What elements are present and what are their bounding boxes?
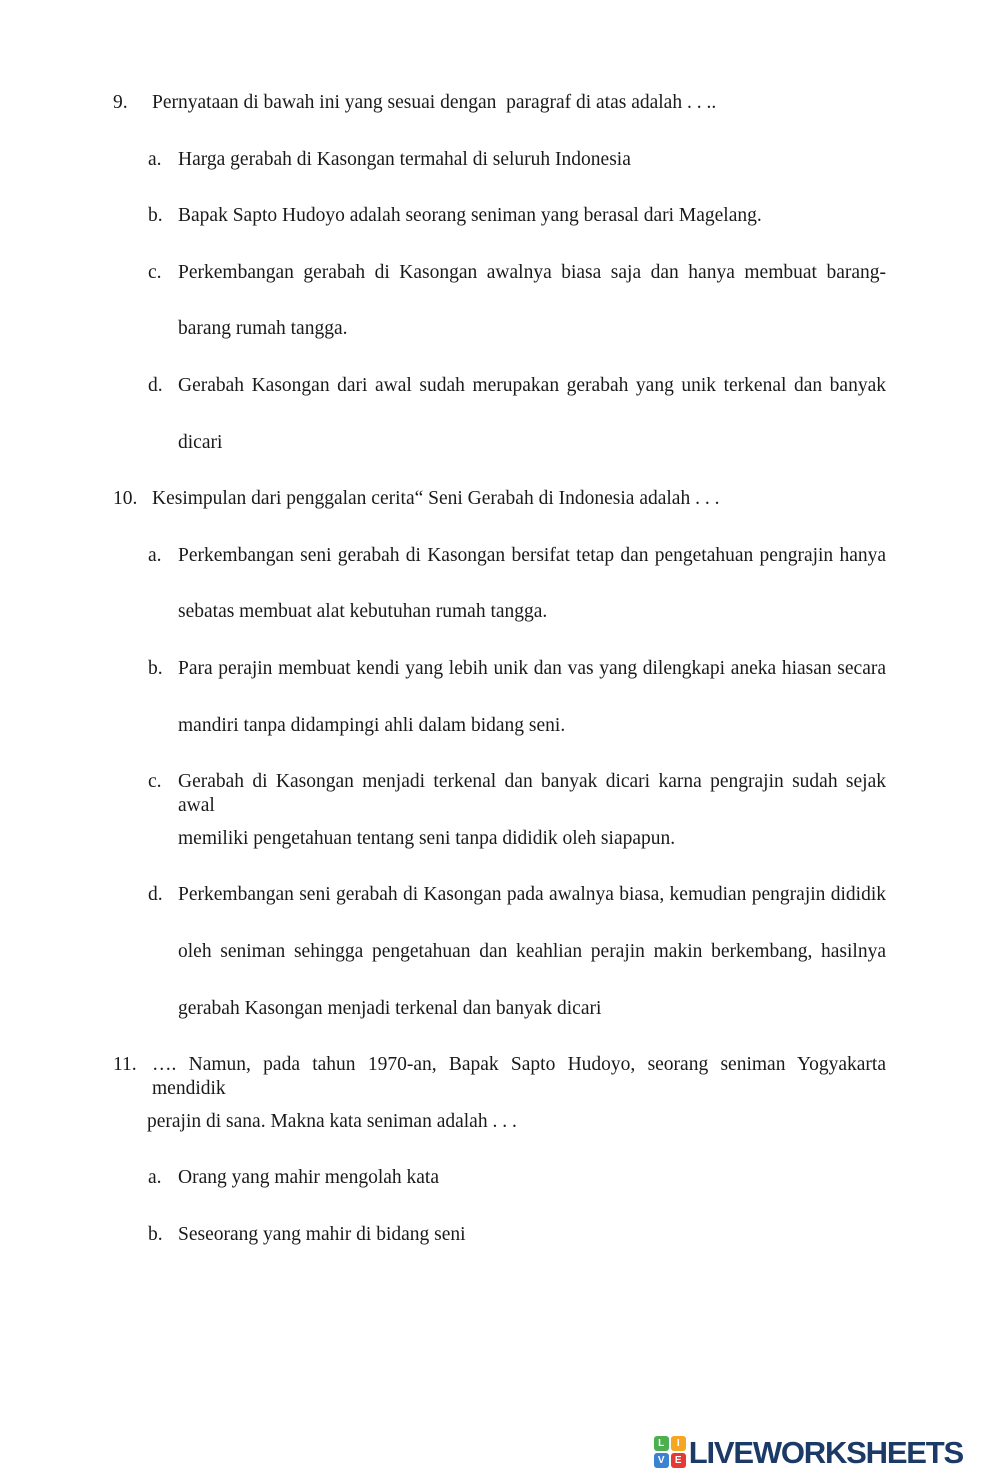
option-line <box>148 883 886 907</box>
option-line <box>148 1166 886 1190</box>
line-text: Perkembangan seni gerabah di Kasongan pada awalnya biasa, kemudian pengrajin dididik <box>178 884 886 905</box>
option-line <box>148 204 886 228</box>
line-text: barang rumah tangga. <box>178 318 348 339</box>
line-marker: b. <box>148 205 163 226</box>
line-text: dicari <box>178 432 223 453</box>
text-line <box>178 714 886 738</box>
liveworksheets-logo[interactable] <box>654 1436 963 1468</box>
line-text: sebatas membuat alat kebutuhan rumah tangga. <box>178 601 548 622</box>
option-line <box>148 261 886 285</box>
line-text: Pernyataan di bawah ini yang sesuai dengan paragraf di atas adalah . . .. <box>152 92 717 113</box>
line-marker: a. <box>148 1167 162 1188</box>
line-marker: a. <box>148 149 162 170</box>
text-line <box>178 940 886 964</box>
line-text: Orang yang mahir mengolah kata <box>178 1167 439 1188</box>
option-line <box>148 148 886 172</box>
text-line <box>178 997 886 1021</box>
logo-tile-v: V <box>654 1453 669 1468</box>
line-marker: 10. <box>113 488 138 509</box>
text-line <box>178 317 886 341</box>
line-marker: d. <box>148 884 163 905</box>
option-line <box>148 770 886 819</box>
line-text: Perkembangan gerabah di Kasongan awalnya biasa saja dan hanya membuat barang- <box>178 262 886 283</box>
liveworksheets-icon <box>654 1436 686 1468</box>
line-marker: c. <box>148 262 162 283</box>
question-line <box>113 1053 886 1102</box>
question-line <box>113 91 886 115</box>
line-marker: b. <box>148 1224 163 1245</box>
text-line <box>178 431 886 455</box>
line-text: gerabah Kasongan menjadi terkenal dan banyak dicari <box>178 998 602 1019</box>
line-marker: c. <box>148 771 162 792</box>
line-text: Kesimpulan dari penggalan cerita“ Seni Gerabah di Indonesia adalah . . . <box>152 488 720 509</box>
line-marker: 9. <box>113 92 128 113</box>
line-text: memiliki pengetahuan tentang seni tanpa dididik oleh siapapun. <box>178 828 676 849</box>
line-text: Seseorang yang mahir di bidang seni <box>178 1224 466 1245</box>
line-text: Gerabah di Kasongan menjadi terkenal dan banyak dicari karna pengrajin sudah sejak awal <box>178 771 886 817</box>
text-line <box>178 600 886 624</box>
line-marker: d. <box>148 375 163 396</box>
line-marker: b. <box>148 658 163 679</box>
line-text: oleh seniman sehingga pengetahuan dan keahlian perajin makin berkembang, hasilnya <box>178 941 886 962</box>
text-line <box>178 827 886 851</box>
logo-tile-i: I <box>671 1436 686 1451</box>
question-line <box>113 487 886 511</box>
line-marker: 11. <box>113 1054 137 1075</box>
option-line <box>148 374 886 398</box>
option-line <box>148 544 886 568</box>
logo-tile-l: L <box>654 1436 669 1451</box>
line-text: Bapak Sapto Hudoyo adalah seorang seniman yang berasal dari Magelang. <box>178 205 762 226</box>
option-line <box>148 657 886 681</box>
line-text: Perkembangan seni gerabah di Kasongan bersifat tetap dan pengetahuan pengrajin hanya <box>178 545 886 566</box>
line-text: …. Namun, pada tahun 1970-an, Bapak Sapto Hudoyo, seorang seniman Yogyakarta mendidik <box>152 1054 886 1100</box>
option-line <box>148 1223 886 1247</box>
line-text: mandiri tanpa didampingi ahli dalam bidang seni. <box>178 715 566 736</box>
text-line <box>147 1110 886 1134</box>
logo-tile-e: E <box>671 1453 686 1468</box>
liveworksheets-wordmark: LIVEWORKSHEETS <box>688 1434 963 1470</box>
line-marker: a. <box>148 545 162 566</box>
line-text: perajin di sana. Makna kata seniman adalah . . . <box>147 1111 517 1132</box>
line-text: Harga gerabah di Kasongan termahal di seluruh Indonesia <box>178 149 631 170</box>
line-text: Para perajin membuat kendi yang lebih unik dan vas yang dilengkapi aneka hiasan secara <box>178 658 886 679</box>
line-text: Gerabah Kasongan dari awal sudah merupakan gerabah yang unik terkenal dan banyak <box>178 375 886 396</box>
